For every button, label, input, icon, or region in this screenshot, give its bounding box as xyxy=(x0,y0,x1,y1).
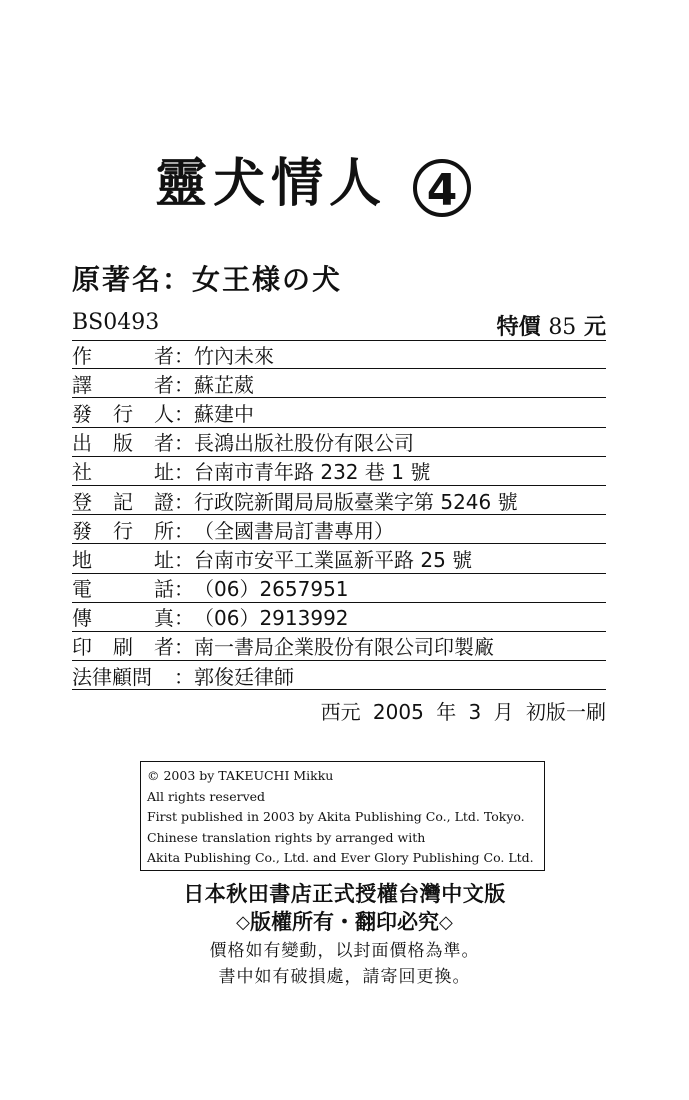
book-code: BS0493 xyxy=(72,310,160,335)
volume-number-circle: 4 xyxy=(413,159,471,217)
info-label-char: 址 xyxy=(154,547,174,572)
info-label-char: 譯 xyxy=(72,372,92,397)
info-label-char: 發 xyxy=(72,401,92,426)
diamond-icon: ◇ xyxy=(439,912,453,933)
publication-info-table xyxy=(72,340,606,690)
price-unit: 元 xyxy=(583,315,606,340)
rights-reserved xyxy=(0,906,689,936)
price-label: 特價 xyxy=(496,315,541,340)
info-label-char: 版 xyxy=(113,431,133,456)
info-label-char: 者 xyxy=(154,635,174,660)
price xyxy=(497,310,606,341)
info-colon: ： xyxy=(174,518,194,543)
info-label-char: 電 xyxy=(72,577,92,602)
copyright-line: Akita Publishing Co., Ltd. and Ever Glory Publishing Co. Ltd. xyxy=(147,850,534,865)
info-label xyxy=(72,340,174,369)
info-label-char: 者 xyxy=(154,372,174,397)
info-label xyxy=(72,369,174,398)
info-label-char: 地 xyxy=(72,547,92,572)
info-label-char: 出 xyxy=(72,431,92,456)
copyright-box xyxy=(140,761,545,871)
rights-text: 版權所有・翻印必究 xyxy=(250,910,439,934)
info-value: 蘇建中 xyxy=(194,401,254,426)
code-price-line xyxy=(72,310,606,341)
info-value: 南一書局企業股份有限公司印製廠 xyxy=(194,635,494,660)
damage-return-note: 書中如有破損處，請寄回更換。 xyxy=(218,967,471,987)
info-label xyxy=(72,573,174,602)
info-row xyxy=(72,486,606,515)
info-row xyxy=(72,632,606,661)
info-label-char: 刷 xyxy=(113,635,133,660)
info-value: （06）2913992 xyxy=(194,606,349,631)
info-row xyxy=(72,340,606,369)
info-row xyxy=(72,661,606,690)
info-label-char: 址 xyxy=(154,460,174,485)
info-label-char: 話 xyxy=(154,577,174,602)
info-colon: ： xyxy=(174,489,194,514)
info-label-char: 證 xyxy=(154,489,174,514)
info-value: 台南市安平工業區新平路 25 號 xyxy=(194,547,473,572)
info-value: 台南市青年路 232 巷 1 號 xyxy=(194,460,431,485)
info-value: 蘇芷葳 xyxy=(194,372,254,397)
info-label xyxy=(72,631,174,660)
info-label xyxy=(72,427,174,456)
info-label-char: 人 xyxy=(154,401,174,426)
info-row xyxy=(72,574,606,603)
info-row xyxy=(72,515,606,544)
authorization-statement: 日本秋田書店正式授權台灣中文版 xyxy=(183,882,506,906)
info-colon: ： xyxy=(174,547,194,572)
info-colon: ： xyxy=(174,664,194,689)
info-label xyxy=(72,486,174,515)
info-row xyxy=(72,457,606,486)
price-value: 85 xyxy=(548,315,577,340)
info-label-char: 記 xyxy=(113,489,133,514)
info-label-char: 行 xyxy=(113,518,133,543)
info-colon: ： xyxy=(174,431,194,456)
info-colon: ： xyxy=(174,635,194,660)
info-label-char: 者 xyxy=(154,431,174,456)
info-value: （06）2657951 xyxy=(194,577,349,602)
info-label xyxy=(72,602,174,631)
info-label-char: 發 xyxy=(72,518,92,543)
price-change-note: 價格如有變動，以封面價格為準。 xyxy=(209,941,480,961)
info-label xyxy=(72,456,174,485)
copyright-line: All rights reserved xyxy=(147,788,266,804)
info-value: 行政院新聞局局版臺業字第 5246 號 xyxy=(194,489,518,514)
info-label xyxy=(72,515,174,544)
info-colon: ： xyxy=(174,372,194,397)
info-colon: ： xyxy=(174,343,194,368)
info-value: （全國書局訂書專用） xyxy=(194,518,394,543)
copyright-line: Chinese translation rights by arranged with xyxy=(147,829,426,845)
info-row xyxy=(72,544,606,573)
info-label-char: 社 xyxy=(72,460,92,485)
info-label-char: 印 xyxy=(72,635,92,660)
info-value: 郭俊廷律師 xyxy=(194,664,294,689)
info-label-char: 所 xyxy=(154,518,174,543)
info-label xyxy=(72,661,174,690)
info-label-char: 登 xyxy=(72,489,92,514)
diamond-icon: ◇ xyxy=(236,912,250,933)
info-label-char: 行 xyxy=(113,401,133,426)
info-row xyxy=(72,398,606,427)
info-row xyxy=(72,369,606,398)
info-label xyxy=(72,398,174,427)
original-title: 原著名：女王様の犬 xyxy=(72,263,343,296)
info-label xyxy=(72,544,174,573)
info-value: 竹內未來 xyxy=(194,343,274,368)
info-value: 長鴻出版社股份有限公司 xyxy=(194,431,414,456)
info-colon: ： xyxy=(174,401,194,426)
info-colon: ： xyxy=(174,606,194,631)
info-label-char: 作 xyxy=(72,343,92,368)
title-text: 靈犬情人 xyxy=(155,154,388,214)
info-colon: ： xyxy=(174,577,194,602)
book-title xyxy=(155,152,471,217)
copyright-line: © 2003 by TAKEUCHI Mikku xyxy=(147,768,334,783)
publication-date: 西元 2005 年 3 月 初版一刷 xyxy=(320,700,606,724)
info-label-char: 者 xyxy=(154,343,174,368)
info-colon: ： xyxy=(174,460,194,485)
info-label-char: 傳 xyxy=(72,606,92,631)
info-label-char: 法律顧問 xyxy=(72,664,152,689)
info-row xyxy=(72,428,606,457)
info-label-char: 真 xyxy=(154,606,174,631)
info-row xyxy=(72,603,606,632)
copyright-line: First published in 2003 by Akita Publishing Co., Ltd. Tokyo. xyxy=(147,809,525,824)
